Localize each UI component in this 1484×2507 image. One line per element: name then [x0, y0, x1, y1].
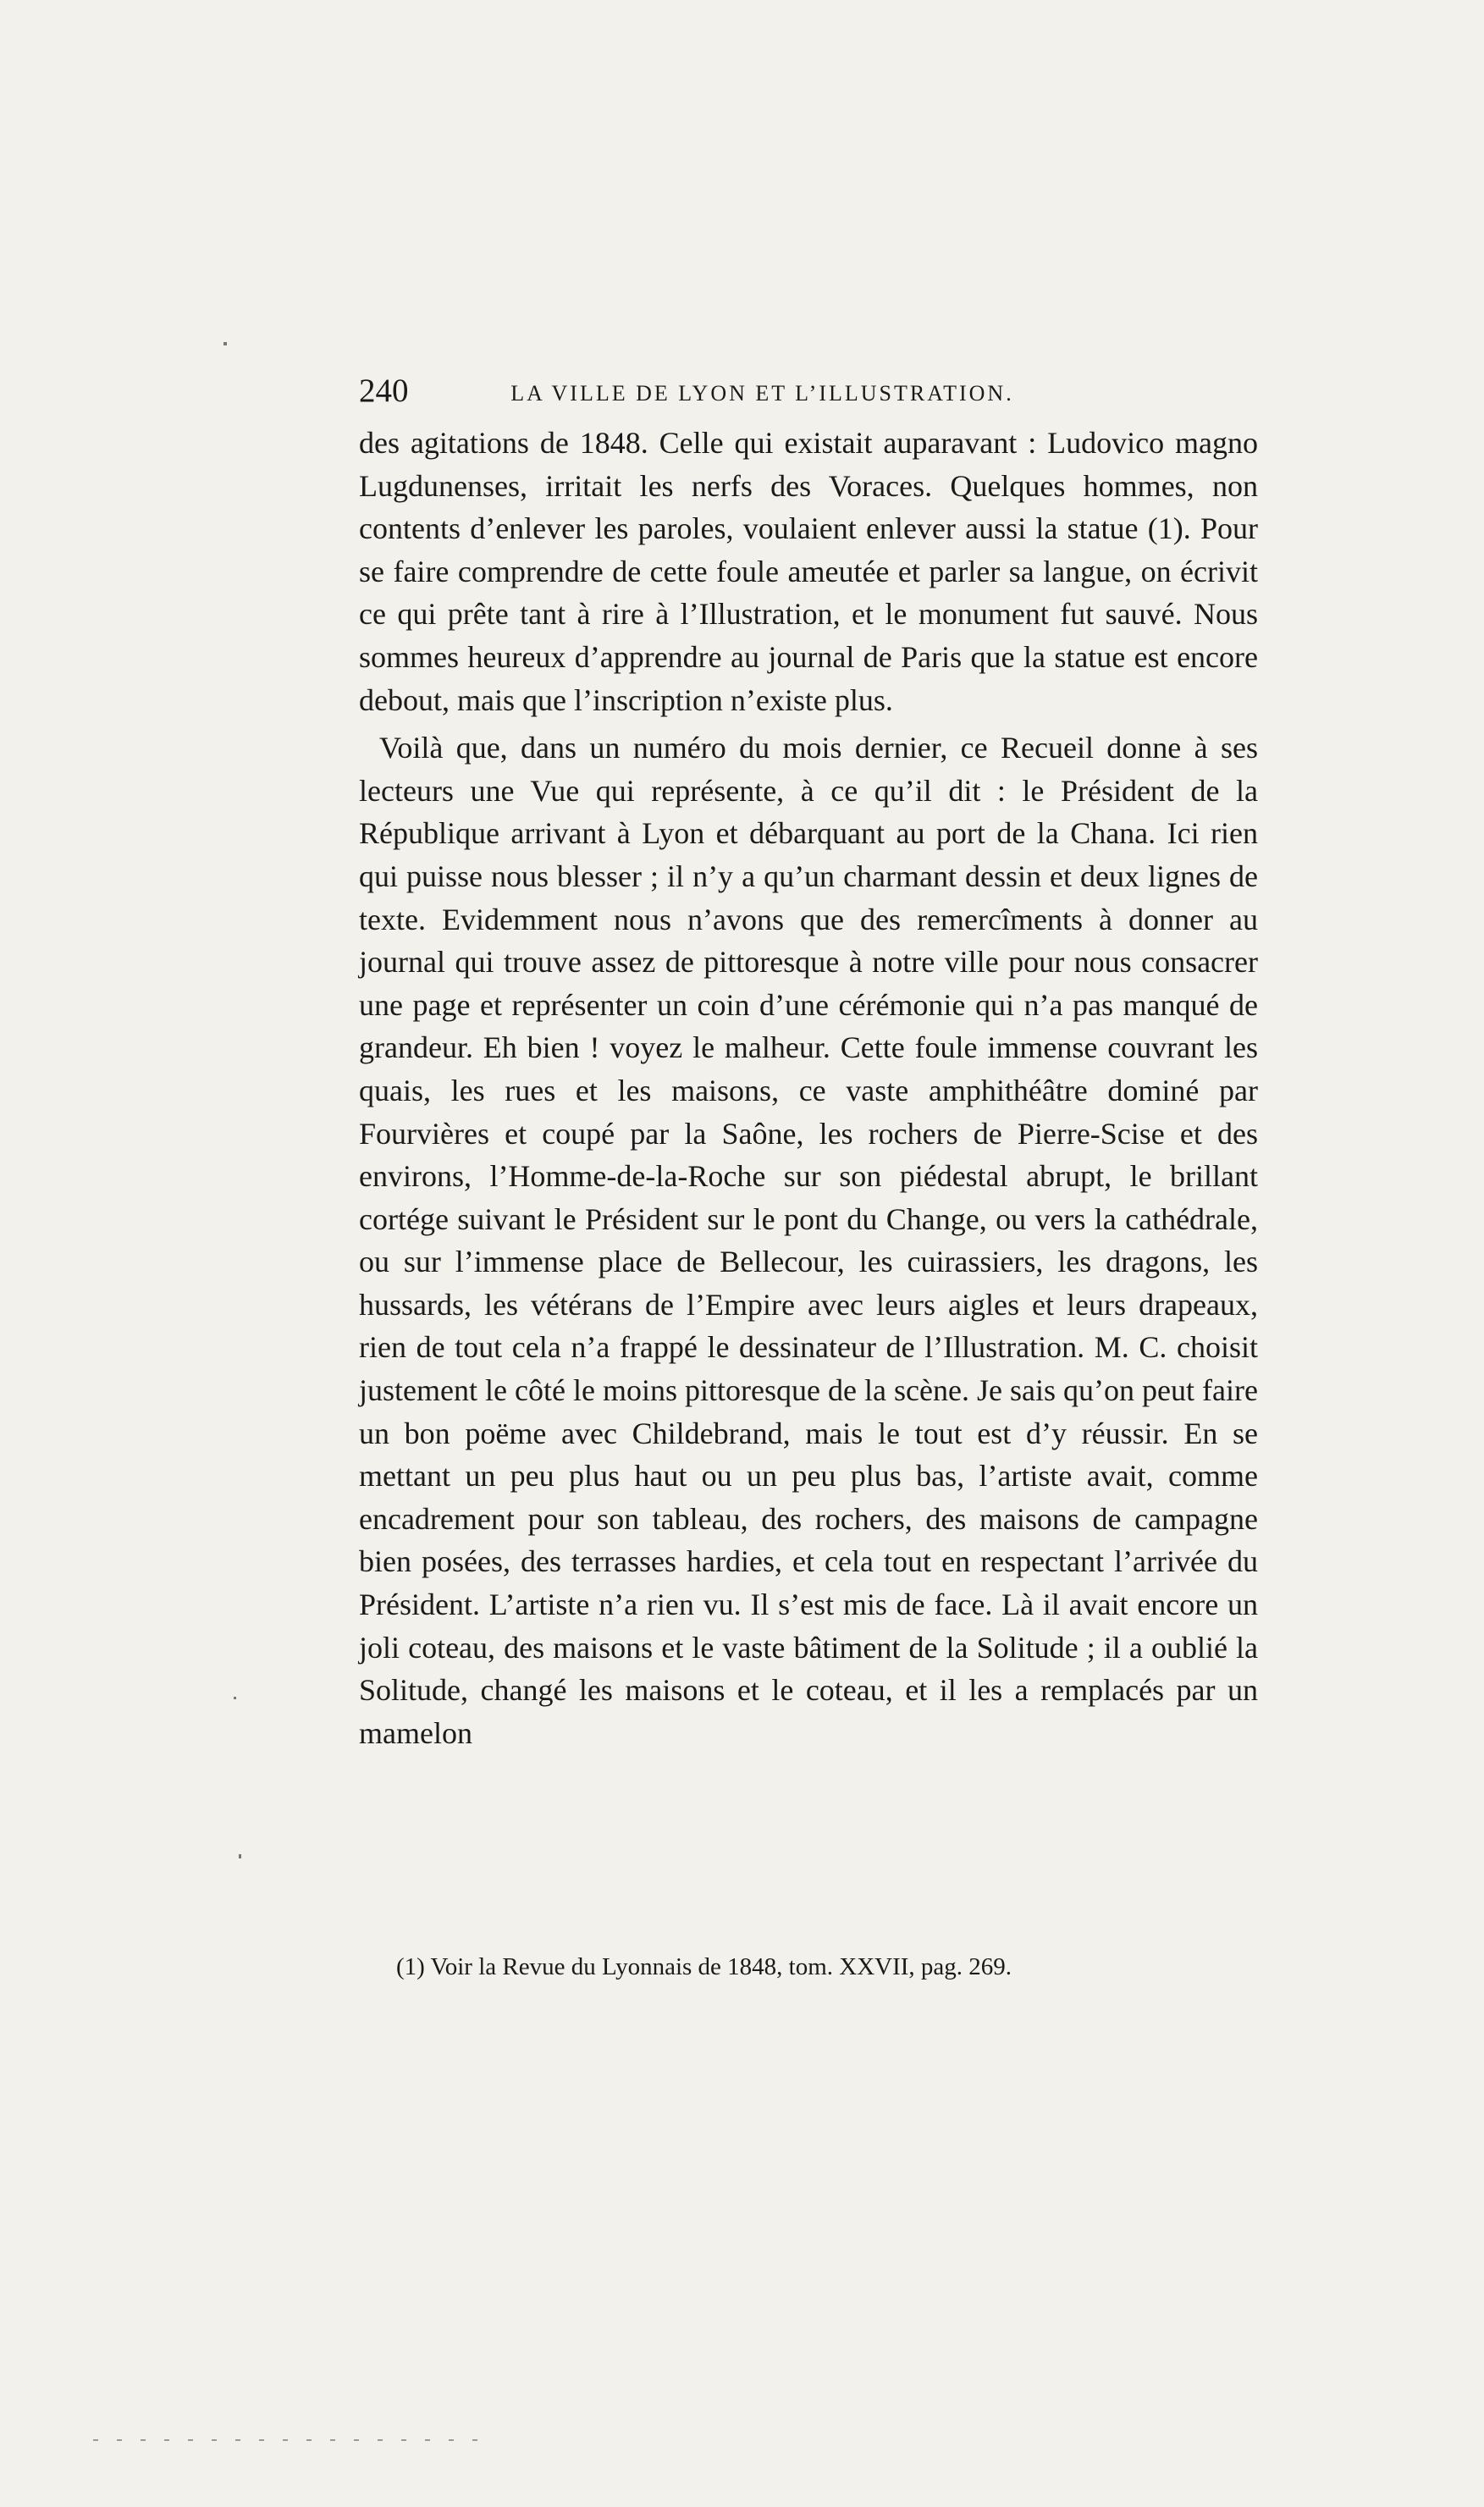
paragraph-2: Voilà que, dans un numéro du mois dernier, ce Recueil donne à ses lecteurs une Vue qui représente, à ce qu’il dit : le Président de la République arrivant à Lyon et débarquant au port de la Chana. Ici rien qui puisse nous blesser ; il n’y a qu’un charmant dessin et deux lignes de texte. Evidemment nous n’avons que des remercîments à donner au journal qui trouve assez de pittoresque à notre ville pour nous consacrer une page et représenter un coin d’une cérémonie qui n’a pas manqué de grandeur. Eh bien ! voyez le malheur. Cette foule immense couvrant les quais, les rues et les maisons, ce vaste amphithéâtre dominé par Fourvières et coupé par la Saône, les rochers de Pierre-Scise et des environs, l’Homme-de-la-Roche sur son piédestal abrupt, le brillant cortége suivant le Président sur le pont du Change, ou vers la cathédrale, ou sur l’immense place de Bellecour, les cuirassiers, les dragons, les hussards, les vétérans de l’Empire avec leurs aigles et leurs drapeaux, rien de tout cela n’a frappé le dessinateur de l’Illustration. M. C. choisit justement le côté le moins pittoresque de la scène. Je sais qu’on peut faire un bon poëme avec Childebrand, mais le tout est d’y réussir. En se mettant un peu plus haut ou un peu plus bas, l’artiste avait, comme encadrement pour son tableau, des rochers, des maisons de campagne bien posées, des terrasses hardies, et cela tout en respectant l’arrivée du Président. L’artiste n’a rien vu. Il s’est mis de face. Là il avait encore un joli coteau, des maisons et le vaste bâtiment de la Solitude ; il a oublié la Solitude, changé les maisons et le coteau, et il les a remplacés par un mamelon — [359, 731, 1258, 1750]
body-text — [359, 422, 1258, 1754]
running-title: LA VILLE DE LYON ET L’ILLUSTRATION. — [510, 381, 1014, 406]
page-number: 240 — [359, 373, 409, 409]
speck-mark — [223, 342, 227, 345]
page-header — [359, 366, 1094, 417]
speck-mark — [239, 1854, 241, 1858]
paragraph-1: des agitations de 1848. Celle qui existait auparavant : Ludovico magno Lugdunenses, irritait les nerfs des Voraces. Quelques hommes, non contents d’enlever les paroles, voulaient enlever aussi la statue (1). Pour se faire comprendre de cette foule ameutée et parler sa langue, on écrivit ce qui prête tant à rire à l’Illustration, et le monument fut sauvé. Nous sommes heureux d’apprendre au journal de Paris que la statue est encore debout, mais que l’inscription n’existe plus. — [359, 426, 1258, 717]
speck-mark — [234, 1697, 236, 1699]
scan-edge-marks — [93, 2438, 491, 2442]
footnote: (1) Voir la Revue du Lyonnais de 1848, tom. XXVII, pag. 269. — [396, 1953, 1012, 1980]
